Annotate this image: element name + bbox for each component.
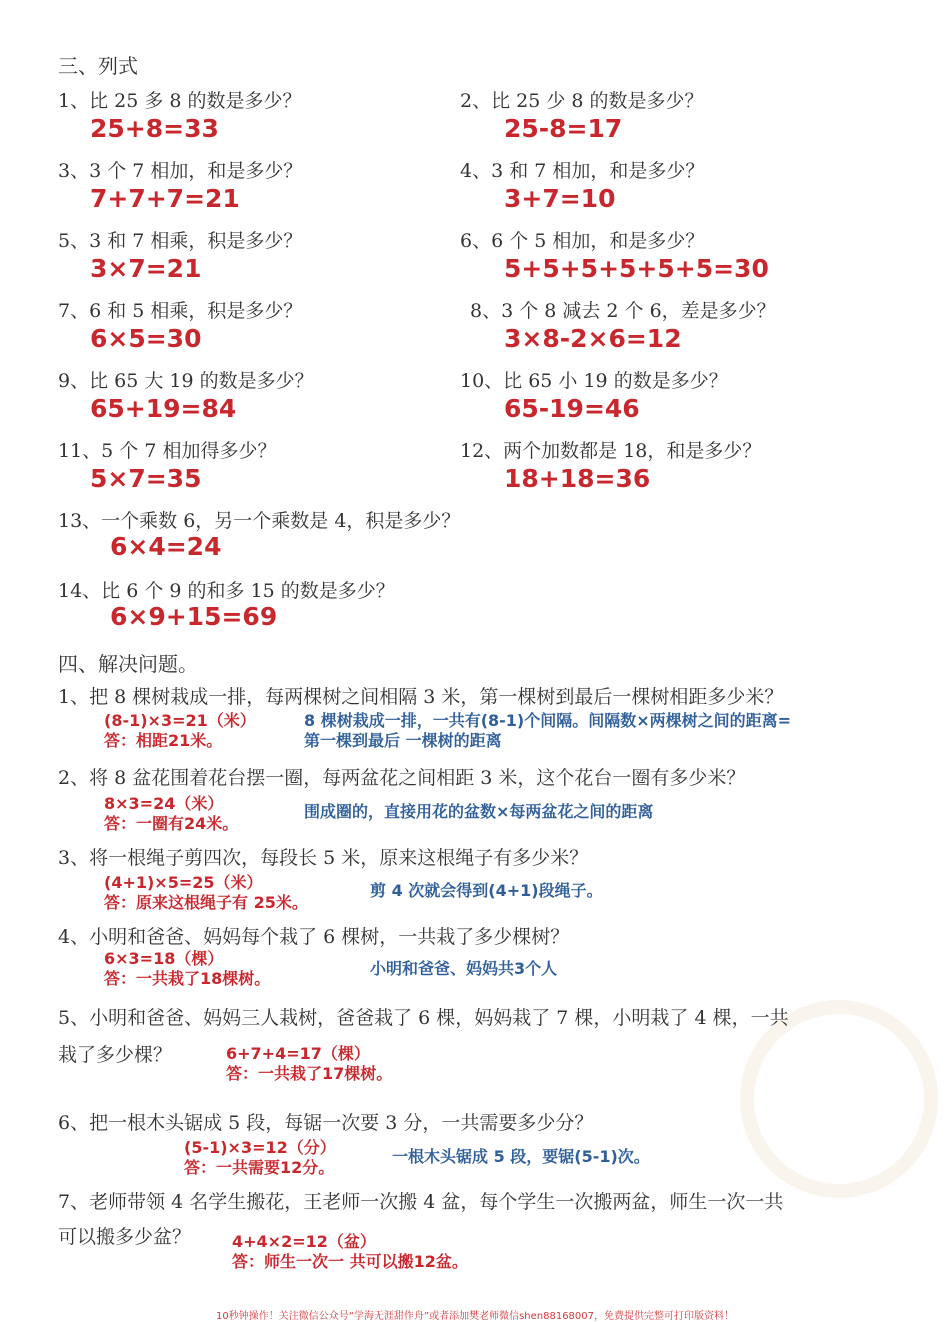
answer-1: 25+8=33: [90, 114, 219, 143]
problem-1-note: 8 棵树栽成一排，一共有(8-1)个间隔。间隔数×两棵树之间的距离=: [304, 711, 792, 730]
problem-3-note: 剪 4 次就会得到(4+1)段绳子。: [370, 881, 603, 900]
question-3: 3、3 个 7 相加，和是多少？: [58, 160, 303, 182]
question-5: 5、3 和 7 相乘，积是多少？: [58, 230, 303, 252]
problem-3-answer: 答：原来这根绳子有 25米。: [104, 893, 308, 912]
answer-10: 65-19=46: [504, 394, 640, 423]
footer-note: 10秒钟操作！关注微信公众号“学海无涯甜作舟”或者添加樊老师微信shen88168007，免费提供完整可打印版资料！: [215, 1311, 735, 1322]
question-1: 1、比 25 多 8 的数是多少？: [58, 90, 302, 112]
problem-3-question: 3、将一根绳子剪四次，每段长 5 米，原来这根绳子有多少米？: [58, 847, 589, 869]
question-7: 7、6 和 5 相乘，积是多少？: [58, 300, 303, 322]
question-9: 9、比 65 大 19 的数是多少？: [58, 370, 314, 392]
problem-4-note: 小明和爸爸、妈妈共3个人: [370, 959, 558, 978]
problem-2-note: 围成圈的，直接用花的盆数×每两盆花之间的距离: [304, 802, 654, 821]
problem-6-calc: (5-1)×3=12（分）: [184, 1138, 336, 1157]
answer-4: 3+7=10: [504, 184, 616, 213]
answer-5: 3×7=21: [90, 254, 202, 283]
question-8: 8、3 个 8 减去 2 个 6，差是多少？: [470, 300, 776, 322]
answer-9: 65+19=84: [90, 394, 237, 423]
problem-4-question: 4、小明和爸爸、妈妈每个栽了 6 棵树，一共栽了多少棵树？: [58, 926, 570, 948]
answer-8: 3×8-2×6=12: [504, 324, 682, 353]
problem-6-question: 6、把一根木头锯成 5 段，每锯一次要 3 分，一共需要多少分？: [58, 1112, 594, 1134]
question-12: 12、两个加数都是 18，和是多少？: [460, 440, 762, 462]
question-13: 13、一个乘数 6，另一个乘数是 4，积是多少？: [58, 510, 461, 532]
answer-14: 6×9+15=69: [110, 602, 278, 631]
problem-7-calc: 4+4×2=12（盆）: [232, 1232, 376, 1251]
question-10: 10、比 65 小 19 的数是多少？: [460, 370, 728, 392]
problem-3-calc: (4+1)×5=25（米）: [104, 873, 263, 892]
problem-1-answer: 答：相距21米。: [104, 731, 223, 750]
problem-5-question: 5、小明和爸爸、妈妈三人栽树，爸爸栽了 6 棵，妈妈栽了 7 棵，小明栽了 4 棵，一共: [58, 1007, 789, 1029]
section-heading: 三、列式: [58, 54, 138, 78]
problem-2-answer: 答：一圈有24米。: [104, 814, 239, 833]
problem-4-calc: 6×3=18（棵）: [104, 949, 224, 968]
problem-2-question: 2、将 8 盆花围着花台摆一圈，每两盆花之间相距 3 米，这个花台一圈有多少米？: [58, 767, 746, 789]
section-heading-problems: 四、解决问题。: [58, 652, 198, 676]
answer-12: 18+18=36: [504, 464, 651, 493]
answer-6: 5+5+5+5+5+5=30: [504, 254, 769, 283]
problem-6-answer: 答：一共需要12分。: [184, 1158, 335, 1177]
problem-7-question: 7、老师带领 4 名学生搬花，王老师一次搬 4 盆，每个学生一次搬两盆，师生一次一共: [58, 1191, 784, 1213]
problem-1-calc: (8-1)×3=21（米）: [104, 711, 256, 730]
problem-1-note-line2: 第一棵到最后 一棵树的距离: [304, 731, 502, 750]
problem-4-answer: 答：一共栽了18棵树。: [104, 969, 271, 988]
problem-6-note: 一根木头锯成 5 段，要锯(5-1)次。: [392, 1147, 650, 1166]
problem-1-question: 1、把 8 棵树栽成一排，每两棵树之间相隔 3 米，第一棵树到最后一棵树相距多少米？: [58, 686, 784, 708]
problem-2-calc: 8×3=24（米）: [104, 794, 224, 813]
answer-2: 25-8=17: [504, 114, 623, 143]
answer-13: 6×4=24: [110, 532, 222, 561]
question-11: 11、5 个 7 相加得多少？: [58, 440, 277, 462]
problem-5-question-line2: 栽了多少棵？: [58, 1044, 173, 1066]
question-14: 14、比 6 个 9 的和多 15 的数是多少？: [58, 580, 395, 602]
question-2: 2、比 25 少 8 的数是多少？: [460, 90, 704, 112]
problem-5-calc: 6+7+4=17（棵）: [226, 1044, 370, 1063]
problem-7-answer: 答：师生一次一 共可以搬12盆。: [232, 1252, 468, 1271]
question-6: 6、6 个 5 相加，和是多少？: [460, 230, 705, 252]
question-4: 4、3 和 7 相加，和是多少？: [460, 160, 705, 182]
answer-11: 5×7=35: [90, 464, 202, 493]
problem-5-answer: 答：一共栽了17棵树。: [226, 1064, 393, 1083]
answer-3: 7+7+7=21: [90, 184, 240, 213]
problem-7-question-line2: 可以搬多少盆？: [58, 1226, 192, 1248]
answer-7: 6×5=30: [90, 324, 202, 353]
